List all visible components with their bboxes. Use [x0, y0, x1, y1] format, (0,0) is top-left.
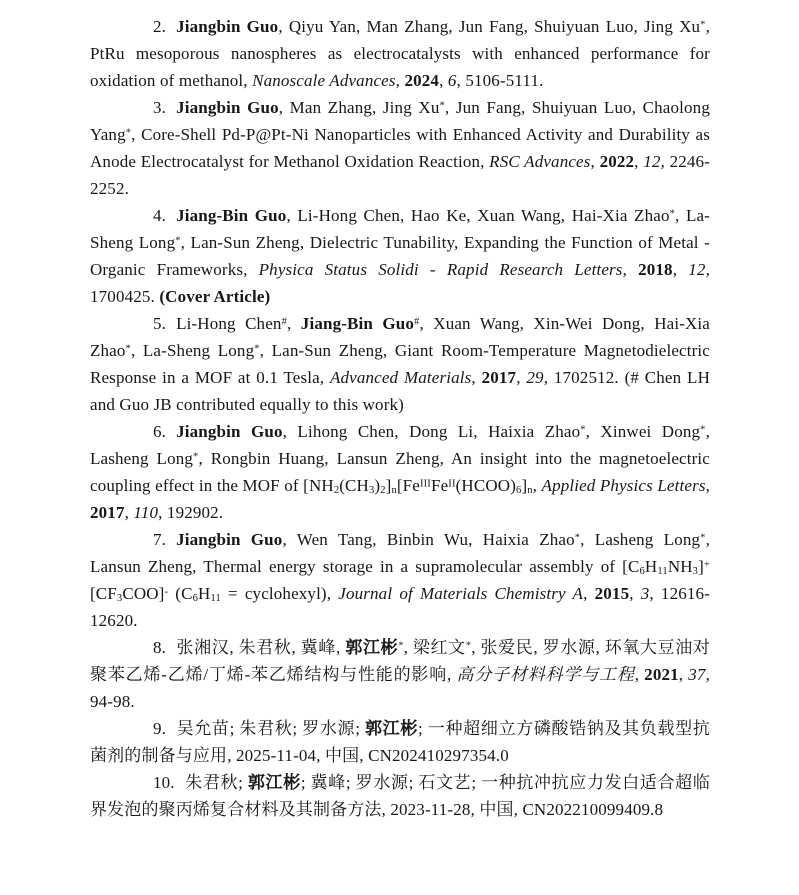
text-segment: COO] [122, 584, 165, 603]
reference-text [90, 17, 710, 90]
text-segment: 3 [116, 592, 123, 604]
text-segment: ] [521, 476, 528, 495]
text-segment: Applied Physics Letters [541, 476, 706, 495]
reference-text [90, 422, 710, 522]
text-segment: Jiangbin Guo [176, 98, 279, 117]
text-segment: 2017 [90, 503, 125, 522]
reference-item-6 [90, 418, 710, 526]
text-segment: , [634, 665, 645, 684]
reference-text [90, 530, 710, 630]
text-segment: , [622, 260, 639, 279]
text-segment: 6 [639, 565, 645, 577]
reference-number: 8. [153, 638, 167, 657]
text-segment: 12 [643, 152, 661, 171]
text-segment: , La-Sheng Long [130, 341, 255, 360]
text-segment: ; 一种超细立方磷酸锆钠及其负载型抗菌剂的制备与应用, 2025-11-04, 中国, CN202410297354.0 [90, 719, 711, 765]
text-segment: , [286, 314, 301, 333]
reference-item-4 [90, 202, 710, 310]
text-segment: ) [374, 476, 381, 495]
text-segment: 3 [368, 484, 375, 496]
text-segment: Fe [430, 476, 449, 495]
text-segment: H [644, 557, 658, 576]
reference-number: 3. [153, 98, 167, 117]
reference-number: 10. [153, 773, 175, 792]
text-segment: * [700, 532, 706, 544]
text-segment: 2021 [644, 665, 679, 684]
text-segment: , PtRu mesoporous nanospheres as electrocatalysts with enhanced performance for oxidation of methanol, [90, 17, 710, 90]
text-segment: 6 [447, 71, 457, 90]
text-segment: ; 冀峰; 罗水源; 石文艺; 一种抗冲抗应力发白适合超临界发泡的聚丙烯复合材料及其制备方法, 2023-11-28, 中国, CN202210099409.8 [90, 773, 710, 819]
text-segment: * [125, 343, 131, 355]
text-segment: 2 [333, 484, 340, 496]
text-segment: , Core-Shell Pd-P@Pt-Ni Nanoparticles with Enhanced Activity and Durability as Anode Electrocatalyst for Methanol Oxidation Reaction, [90, 125, 710, 171]
text-segment: II [448, 478, 456, 490]
text-segment: , Wen Tang, Binbin Wu, Haixia Zhao [282, 530, 575, 549]
reference-item-7 [90, 526, 710, 634]
text-segment: Nanoscale Advances [252, 71, 396, 90]
text-segment: 11 [657, 565, 668, 577]
text-segment: * [125, 127, 132, 139]
text-segment: 吴允苗; 朱君秋; 罗水源; [176, 719, 365, 738]
text-segment: 2 [380, 484, 386, 496]
reference-item-2 [90, 13, 710, 94]
reference-item-8 [90, 634, 710, 715]
text-segment: , Lihong Chen, Dong Li, Haixia Zhao [282, 422, 581, 441]
text-segment: 朱君秋; [184, 773, 248, 792]
reference-number: 4. [153, 206, 167, 225]
text-segment: , 张爱民, 罗水源, 环氧大豆油对聚苯乙烯-乙烯/丁烯-苯乙烯结构与性能的影响, [90, 638, 710, 684]
reference-number: 5. [153, 314, 167, 333]
text-segment: Jiangbin Guo [176, 422, 283, 441]
text-segment: , [583, 584, 595, 603]
reference-text [90, 98, 710, 198]
text-segment: = cyclohexyl), [220, 584, 339, 603]
text-segment: n [391, 484, 397, 496]
text-segment: , 2246-2252. [90, 152, 710, 198]
text-segment: , Xinwei Dong [585, 422, 701, 441]
text-segment: * [700, 19, 706, 31]
reference-text [90, 206, 710, 306]
text-segment: , 5106-5111. [456, 71, 544, 90]
text-segment: , [629, 584, 641, 603]
text-segment: 12 [688, 260, 706, 279]
text-segment: * [700, 424, 706, 436]
text-segment: , [439, 71, 448, 90]
text-segment: , Lan-Sun Zheng, Dielectric Tunability, Expanding the Function of Metal - Organic Frameworks, [90, 233, 710, 279]
text-segment: * [193, 451, 199, 463]
text-segment: , [124, 503, 134, 522]
text-segment: * [175, 235, 181, 247]
text-segment: , Jun Fang, Shuiyuan Luo, Chaolong Yang [90, 98, 710, 144]
text-segment: , [634, 152, 644, 171]
text-segment: , [590, 152, 600, 171]
text-segment: , [471, 368, 482, 387]
text-segment: 11 [210, 592, 221, 604]
text-segment: , 12616-12620. [90, 584, 710, 630]
text-segment: , [705, 476, 711, 495]
text-segment: 张湘汉, 朱君秋, 冀峰, [176, 638, 346, 657]
text-segment: ] [385, 476, 392, 495]
text-segment: H [198, 584, 211, 603]
text-segment: NH [667, 557, 693, 576]
reference-number: 6. [153, 422, 167, 441]
text-segment: , 梁红文 [403, 638, 466, 657]
text-segment: , 1700425. [90, 260, 710, 306]
reference-text [90, 314, 710, 414]
text-segment: 3 [640, 584, 650, 603]
text-segment: 2017 [481, 368, 517, 387]
text-segment: III [419, 478, 431, 490]
text-segment: 2018 [638, 260, 673, 279]
text-segment: , Lan-Sun Zheng, Giant Room-Temperature Magnetodielectric Response in a MOF at 0.1 Tesla, [90, 341, 710, 387]
text-segment: 郭江彬 [247, 773, 301, 792]
text-segment: 2022 [599, 152, 635, 171]
reference-number: 9. [153, 719, 167, 738]
text-segment: Jiangbin Guo [176, 17, 279, 36]
text-segment: (HCOO) [455, 476, 517, 495]
text-segment: 郭江彬 [345, 638, 399, 657]
text-segment: + [703, 559, 710, 571]
text-segment: 郭江彬 [365, 719, 419, 738]
text-segment: , Lasheng Long [580, 530, 701, 549]
text-segment: , 94-98. [90, 665, 710, 711]
text-segment: 6 [516, 484, 522, 496]
text-segment: , [516, 368, 527, 387]
text-segment: * [580, 424, 586, 436]
reference-item-9 [90, 715, 710, 769]
text-segment: , [678, 665, 689, 684]
text-segment: [Fe [396, 476, 420, 495]
text-segment: 2024 [404, 71, 440, 90]
reference-item-5 [90, 310, 710, 418]
text-segment: , 1702512. (# Chen LH and Guo JB contributed equally to this work) [90, 368, 710, 414]
text-segment: 高分子材料科学与工程 [456, 665, 635, 684]
text-segment: * [574, 532, 581, 544]
text-segment: # [414, 316, 420, 328]
text-segment: RSC Advances [489, 152, 591, 171]
text-segment: , Xuan Wang, Xin-Wei Dong, Hai-Xia Zhao [90, 314, 710, 360]
text-segment: 2015 [594, 584, 630, 603]
text-segment: , Rongbin Huang, Lansun Zheng, An insight into the magnetoelectric coupling effect in the MOF of [NH [90, 449, 710, 495]
text-segment: Jiangbin Guo [176, 530, 283, 549]
text-segment: 3 [692, 565, 699, 577]
text-segment: Jiang-Bin Guo [300, 314, 415, 333]
reference-number: 7. [153, 530, 167, 549]
text-segment: , Man Zhang, Jing Xu [278, 98, 440, 117]
text-segment: (CH [339, 476, 369, 495]
text-segment: 6 [192, 592, 198, 604]
text-segment: (Cover Article) [159, 287, 271, 306]
text-segment: * [439, 100, 445, 112]
text-segment: Advanced Materials [329, 368, 472, 387]
text-segment: Physica Status Solidi - Rapid Research Letters [258, 260, 623, 279]
reference-text [90, 719, 710, 765]
text-segment: , La-Sheng Long [90, 206, 710, 252]
text-segment: # [281, 316, 287, 328]
text-segment: n [527, 484, 533, 496]
text-segment: - [164, 586, 169, 598]
text-segment: * [254, 343, 260, 355]
reference-item-3 [90, 94, 710, 202]
text-segment: * [398, 640, 404, 652]
text-segment: , Lansun Zheng, Thermal energy storage in a supramolecular assembly of [C [90, 530, 710, 576]
text-segment: , 192902. [158, 503, 224, 522]
text-segment: ] [698, 557, 704, 576]
text-segment: 37 [688, 665, 706, 684]
text-segment: * [669, 208, 676, 220]
text-segment: , Lasheng Long [90, 422, 710, 468]
text-segment: Li-Hong Chen [176, 314, 282, 333]
text-segment: * [465, 640, 472, 652]
text-segment: [CF [90, 584, 117, 603]
text-segment: , Qiyu Yan, Man Zhang, Jun Fang, Shuiyuan Luo, Jing Xu [278, 17, 701, 36]
text-segment: Jiang-Bin Guo [176, 206, 287, 225]
text-segment: 110 [133, 503, 159, 522]
reference-number: 2. [153, 17, 167, 36]
text-segment: , [672, 260, 689, 279]
text-segment: , [532, 476, 542, 495]
text-segment: 29 [526, 368, 544, 387]
text-segment: , [395, 71, 405, 90]
reference-item-10 [90, 769, 710, 823]
text-segment: (C [168, 584, 193, 603]
reference-text [90, 773, 710, 819]
text-segment: Journal of Materials Chemistry A [338, 584, 584, 603]
reference-text [90, 638, 710, 711]
text-segment: , Li-Hong Chen, Hao Ke, Xuan Wang, Hai-Xia Zhao [286, 206, 670, 225]
